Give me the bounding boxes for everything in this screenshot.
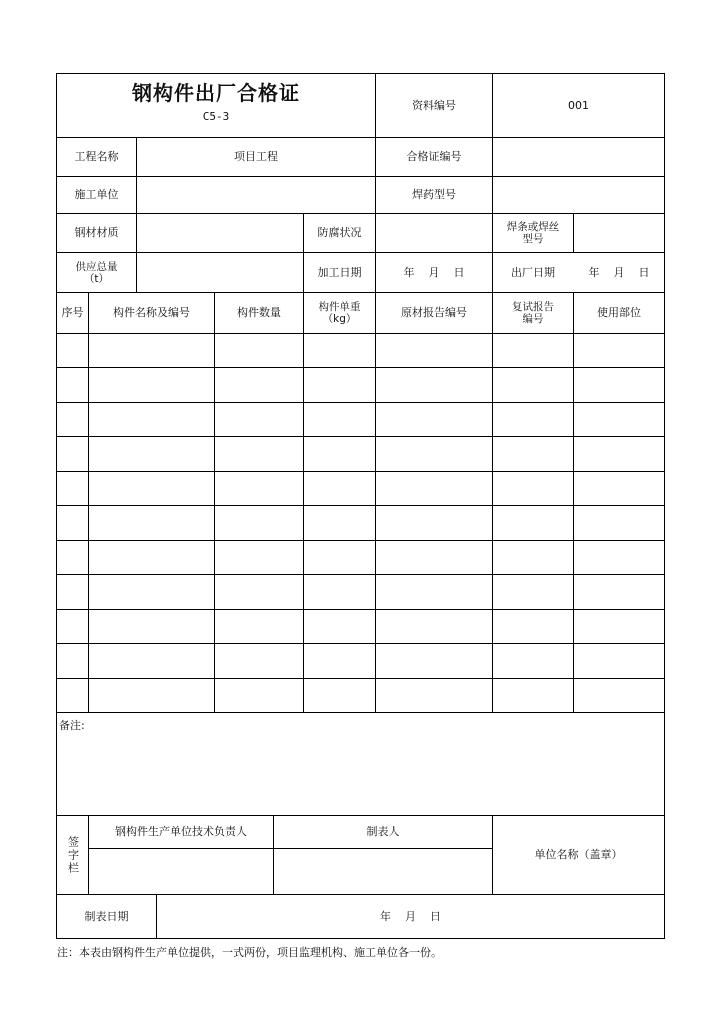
table-row[interactable] [57, 403, 664, 436]
prepare-date-value[interactable]: 年 月 日 [380, 909, 441, 923]
header-retest [493, 293, 573, 333]
signature-section-label [57, 816, 88, 894]
header-retest-line2: 编号 [522, 313, 544, 325]
supply-label [57, 253, 136, 292]
header-count: 构件数量 [237, 306, 281, 319]
header-retest-line1: 复试报告 [512, 301, 554, 313]
anticorrosion-value[interactable] [376, 214, 492, 252]
table-row[interactable] [57, 610, 664, 643]
doc-no-value[interactable]: 001 [568, 98, 589, 112]
header-report: 原材报告编号 [401, 306, 467, 319]
header-seq: 序号 [61, 306, 84, 319]
tech-lead-signature[interactable] [89, 849, 273, 894]
table-row[interactable] [57, 334, 664, 367]
electrode-label [493, 214, 573, 252]
table-row[interactable] [57, 506, 664, 540]
table-row[interactable] [57, 368, 664, 402]
flux-value[interactable] [493, 177, 664, 213]
table-row[interactable] [57, 472, 664, 505]
table-row[interactable] [57, 644, 664, 678]
electrode-label-line2: 型号 [522, 233, 544, 245]
table-row[interactable] [57, 679, 664, 712]
steel-label: 钢材材质 [74, 226, 119, 239]
factory-date-label: 出厂日期 [511, 265, 555, 279]
supply-value[interactable] [137, 253, 303, 292]
process-date-label: 加工日期 [317, 265, 362, 279]
header-weight-line1: 构件单重 [318, 301, 361, 313]
cert-no-value[interactable] [493, 138, 664, 176]
table-row[interactable] [57, 437, 664, 471]
builder-value[interactable] [137, 177, 375, 213]
prepare-date-label: 制表日期 [84, 909, 129, 923]
remarks-label: 备注: [59, 719, 85, 732]
doc-no-label: 资料编号 [412, 98, 456, 112]
signature-section-text: 签字栏 [66, 835, 80, 875]
border-right [664, 73, 665, 939]
form-code: C5-3 [202, 110, 230, 123]
project-name-value[interactable]: 项目工程 [234, 150, 278, 163]
unit-name-label[interactable]: 单位名称（盖章） [534, 848, 623, 861]
header-name: 构件名称及编号 [113, 306, 190, 319]
anticorrosion-label: 防腐状况 [317, 226, 362, 239]
header-location: 使用部位 [597, 306, 641, 319]
factory-date-value[interactable]: 年 月 日 [588, 265, 650, 279]
cert-no-label: 合格证编号 [406, 150, 462, 163]
supply-label-line1: 供应总量 [75, 260, 118, 273]
flux-label: 焊药型号 [412, 188, 456, 201]
table-row[interactable] [57, 575, 664, 609]
tech-lead-label: 钢构件生产单位技术负责人 [115, 825, 247, 838]
electrode-label-line1: 焊条或焊丝 [506, 221, 560, 233]
electrode-value[interactable] [574, 214, 664, 252]
process-date-value[interactable]: 年 月 日 [403, 265, 465, 279]
table-row[interactable] [57, 541, 664, 574]
builder-label: 施工单位 [74, 188, 119, 201]
supply-label-line2: （t） [83, 272, 110, 285]
header-weight [304, 293, 375, 333]
steel-value[interactable] [137, 214, 303, 252]
remarks-area[interactable] [57, 713, 664, 815]
header-weight-line2: （kg） [322, 313, 357, 325]
border-bottom [56, 938, 665, 939]
footnote: 注：本表由钢构件生产单位提供，一式两份，项目监理机构、施工单位各一份。 [57, 946, 442, 959]
preparer-label: 制表人 [366, 825, 400, 838]
preparer-signature[interactable] [274, 849, 492, 894]
form-title: 钢构件出厂合格证 [132, 81, 300, 105]
project-name-label: 工程名称 [74, 150, 119, 163]
